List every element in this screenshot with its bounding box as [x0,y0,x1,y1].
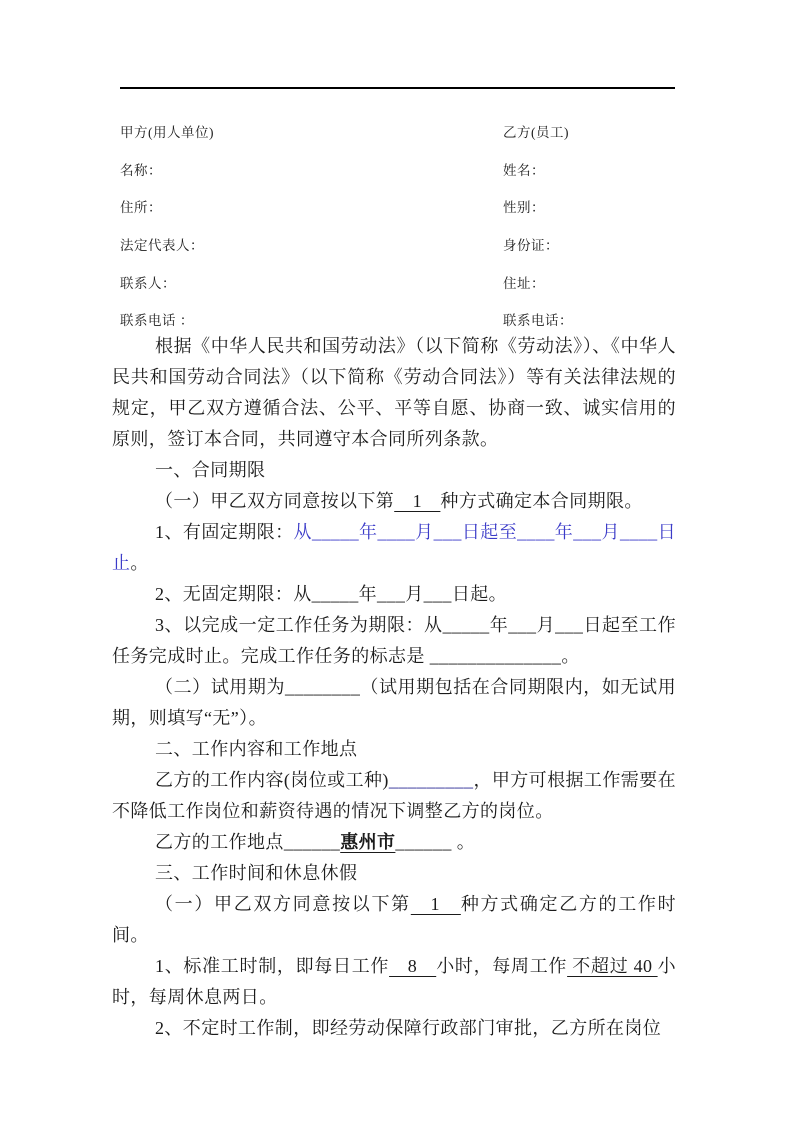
field-label: 联系电话 ： [120,313,194,329]
text-run: 月 [536,615,556,635]
blank-field[interactable]: ___ [555,615,584,635]
paragraph [112,610,676,672]
text-run: 日止 [112,522,676,573]
text-run: 小时，每周休息两日。 [112,956,677,1007]
paragraph [112,455,676,486]
paragraph [112,331,676,455]
party-a-title: 甲方(用人单位) [120,124,214,140]
field-label: 身份证： [503,237,559,253]
blank-field[interactable]: _____ [442,615,490,635]
field-label: 住址： [503,275,545,291]
text-run: 1、有固定期限： [155,522,294,542]
text-run: 1、标准工时制，即每日工作 [155,956,390,976]
blank-field[interactable]: _____ [312,522,359,542]
paragraph [112,517,676,579]
text-run: 2、无固定期限：从 [155,584,312,604]
text-run: 月 [415,522,434,542]
blank-field[interactable]: ______ [395,832,452,852]
blank-field[interactable]: ____ [377,522,416,542]
blank-field[interactable]: ____ [517,522,555,542]
text-run: 月 [601,522,620,542]
text-run: （一）甲乙双方同意按以下第 [155,894,411,914]
field-label: 姓名： [503,162,545,178]
text-run: 年 [359,522,378,542]
paragraph [112,765,676,827]
text-run: 种方式确定乙方的工作时间。 [112,894,676,945]
filled-value[interactable]: 1 [394,491,441,511]
text-run: 种方式确定本合同期限。 [440,491,643,511]
party-b-title: 乙方(员工) [503,124,569,140]
blank-field[interactable]: ___ [423,584,452,604]
field-label: 住所： [120,200,162,216]
field-label: 性别： [503,200,545,216]
blank-field[interactable]: _____ [311,584,359,604]
text-run: 年 [358,584,378,604]
text-run: 三、工作时间和休息休假 [155,863,358,883]
text-run: 根据《中华人民共和国劳动法》（以下简称《劳动法》）、《中华人民共和国劳动合同法》（以下简称《劳动合同法》）等有关法律法规的规定，甲乙双方遵循合法、公平、平等自愿、协商一致、诚实信用的原则，签订本合同，共同遵守本合同所列条款。 [112,336,676,449]
horizontal-rule [120,87,675,89]
text-run: 乙方的工作地点 [155,832,284,852]
contract-body [112,331,676,1044]
paragraph [112,579,676,610]
text-run: 年 [489,615,509,635]
blank-field[interactable]: ___ [433,522,462,542]
blank-field[interactable]: ____ [619,522,658,542]
field-label: 名称： [120,162,162,178]
blank-field[interactable]: ______________ [429,646,562,666]
paragraph [112,827,676,858]
filled-value[interactable]: 惠州市 [340,832,396,852]
blank-field[interactable]: ________ [285,677,361,697]
text-run: 3、以完成一定工作任务为期限：从 [155,615,443,635]
party-a-block [120,112,214,338]
paragraph [112,951,676,1013]
blank-field[interactable]: _________ [388,770,474,790]
paragraph [112,889,676,951]
text-run: 。 [130,553,149,573]
filled-value[interactable]: 8 [389,956,437,976]
text-run: 乙方的工作内容(岗位或工种) [155,770,389,790]
blank-field[interactable]: ___ [508,615,537,635]
text-run: （试用期包括在合同期限内，如无试用期，则填写“无”）。 [112,677,676,728]
field-label: 法定代表人： [120,237,204,253]
text-run: ，甲方可根据工作需要在不降低工作岗位和薪资待遇的情况下调整乙方的岗位。 [112,770,676,821]
filled-value[interactable]: 不超过 40 [567,956,658,976]
party-b-block [503,112,573,338]
text-run: 日起至工作任务完成时止。完成工作任务的标志是 [112,615,676,666]
paragraph [112,672,676,734]
text-run: 一、合同期限 [155,460,266,480]
blank-field[interactable]: ___ [573,522,602,542]
text-run: （二）试用期为 [155,677,286,697]
paragraph [112,734,676,765]
text-run: 二、工作内容和工作地点 [155,739,358,759]
text-run: 。 [561,646,580,666]
paragraph [112,486,676,517]
text-run: 小时，每周工作 [436,956,568,976]
blank-field[interactable]: ______ [283,832,341,852]
text-run: （一）甲乙双方同意按以下第 [155,491,395,511]
text-run: 2、不定时工作制，即经劳动保障行政部门审批，乙方所在岗位 [155,1018,662,1038]
field-label: 联系电话： [503,313,573,329]
field-label: 联系人： [120,275,176,291]
filled-value[interactable]: 1 [410,894,461,914]
text-run: 从 [293,522,312,542]
text-run: 日起至 [461,522,518,542]
paragraph [112,858,676,889]
text-run: 日起。 [451,584,508,604]
blank-field[interactable]: ___ [377,584,406,604]
text-run: 月 [405,584,424,604]
text-run: 。 [451,832,476,852]
paragraph [112,1013,676,1044]
text-run: 年 [554,522,574,542]
